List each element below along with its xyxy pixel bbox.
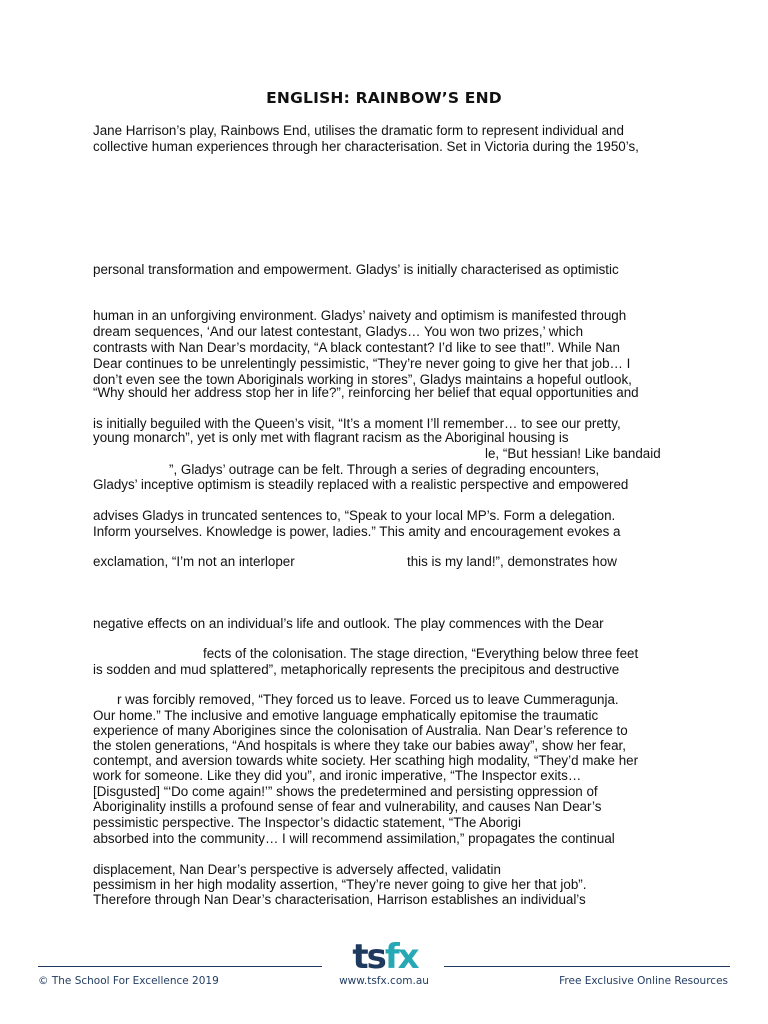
footer-resources-link[interactable]: Free Exclusive Online Resources bbox=[559, 975, 728, 987]
body-line: Jane Harrison’s play, Rainbows End, utilises the dramatic form to represent individual and bbox=[93, 123, 624, 138]
footer-website-link[interactable]: www.tsfx.com.au bbox=[339, 975, 429, 987]
body-line: young monarch”, yet is only met with flagrant racism as the Aboriginal housing is bbox=[93, 430, 569, 445]
body-line: Therefore through Nan Dear’s characterisation, Harrison establishes an individual’s bbox=[93, 892, 586, 907]
body-line: pessimism in her high modality assertion, “They’re never going to give her that job”. bbox=[93, 877, 587, 892]
body-line: is sodden and mud splattered”, metaphorically represents the precipitous and destructive bbox=[93, 662, 620, 677]
body-line: personal transformation and empowerment. Gladys’ is initially characterised as optimistic bbox=[93, 262, 619, 277]
body-line: exclamation, “I’m not an interloper bbox=[93, 554, 295, 569]
body-line: contrasts with Nan Dear’s mordacity, “A black contestant? I’d like to see that!”. While Nan bbox=[93, 340, 620, 355]
body-line: displacement, Nan Dear’s perspective is adversely affected, validatin bbox=[93, 862, 501, 877]
body-line: advises Gladys in truncated sentences to, “Speak to your local MP’s. Form a delegation. bbox=[93, 508, 616, 523]
logo-text-fx: fx bbox=[384, 937, 418, 974]
body-line: pessimistic perspective. The Inspector’s didactic statement, “The Aborigi bbox=[93, 815, 521, 830]
body-line: Inform yourselves. Knowledge is power, ladies.” This amity and encouragement evokes a bbox=[93, 524, 621, 539]
body-line: fects of the colonisation. The stage direction, “Everything below three feet bbox=[203, 646, 639, 661]
logo-text-ts: ts bbox=[352, 937, 385, 974]
footer-divider-left bbox=[38, 966, 322, 967]
body-line: negative effects on an individual’s life and outlook. The play commences with the Dear bbox=[93, 616, 604, 631]
page-title: ENGLISH: RAINBOW’S END bbox=[266, 89, 502, 107]
tsfx-logo bbox=[349, 934, 421, 974]
footer-copyright: © The School For Excellence 2019 bbox=[38, 975, 219, 987]
body-line: experience of many Aborigines since the colonisation of Australia. Nan Dear’s reference to bbox=[93, 723, 628, 738]
body-line: le, “But hessian! Like bandaid bbox=[485, 446, 661, 461]
body-line: work for someone. Like they did you”, and ironic imperative, “The Inspector exits… bbox=[93, 768, 582, 783]
body-line: don’t even see the town Aboriginals working in stores”, Gladys maintains a hopeful outlook, bbox=[93, 372, 632, 387]
body-line: the stolen generations, “And hospitals is where they take our babies away”, show her fear, bbox=[93, 738, 626, 753]
body-line: contempt, and aversion towards white society. Her scathing high modality, “They’d make her bbox=[93, 753, 639, 768]
body-line: this is my land!”, demonstrates how bbox=[407, 554, 617, 569]
svg-text:tsfx bbox=[352, 937, 419, 974]
body-line: collective human experiences through her characterisation. Set in Victoria during the 1950’s, bbox=[93, 139, 639, 154]
body-line: “Why should her address stop her in life?”, reinforcing her belief that equal opportunities and bbox=[93, 385, 639, 400]
body-line: human in an unforgiving environment. Gladys’ naivety and optimism is manifested through bbox=[93, 308, 627, 323]
body-line: r was forcibly removed, “They forced us to leave. Forced us to leave Cummeragunja. bbox=[117, 692, 619, 707]
footer-divider-right bbox=[444, 966, 730, 967]
body-line: is initially beguiled with the Queen’s visit, “It’s a moment I’ll remember… to see our pretty, bbox=[93, 416, 621, 431]
body-line: Aboriginality instills a profound sense of fear and vulnerability, and causes Nan Dear’s bbox=[93, 799, 602, 814]
body-line: Dear continues to be unrelentingly pessimistic, “They’re never going to give her that job… I bbox=[93, 356, 631, 371]
body-line: dream sequences, ‘And our latest contestant, Gladys… You won two prizes,’ which bbox=[93, 324, 584, 339]
body-line: [Disgusted] “‘Do come again!’” shows the predetermined and persisting oppression of bbox=[93, 784, 598, 799]
body-line: ”, Gladys’ outrage can be felt. Through a series of degrading encounters, bbox=[169, 462, 600, 477]
body-line: absorbed into the community… I will recommend assimilation,” propagates the continual bbox=[93, 831, 615, 846]
body-line: Our home.” The inclusive and emotive language emphatically epitomise the traumatic bbox=[93, 708, 599, 723]
body-line: Gladys’ inceptive optimism is steadily replaced with a realistic perspective and empowered bbox=[93, 477, 629, 492]
